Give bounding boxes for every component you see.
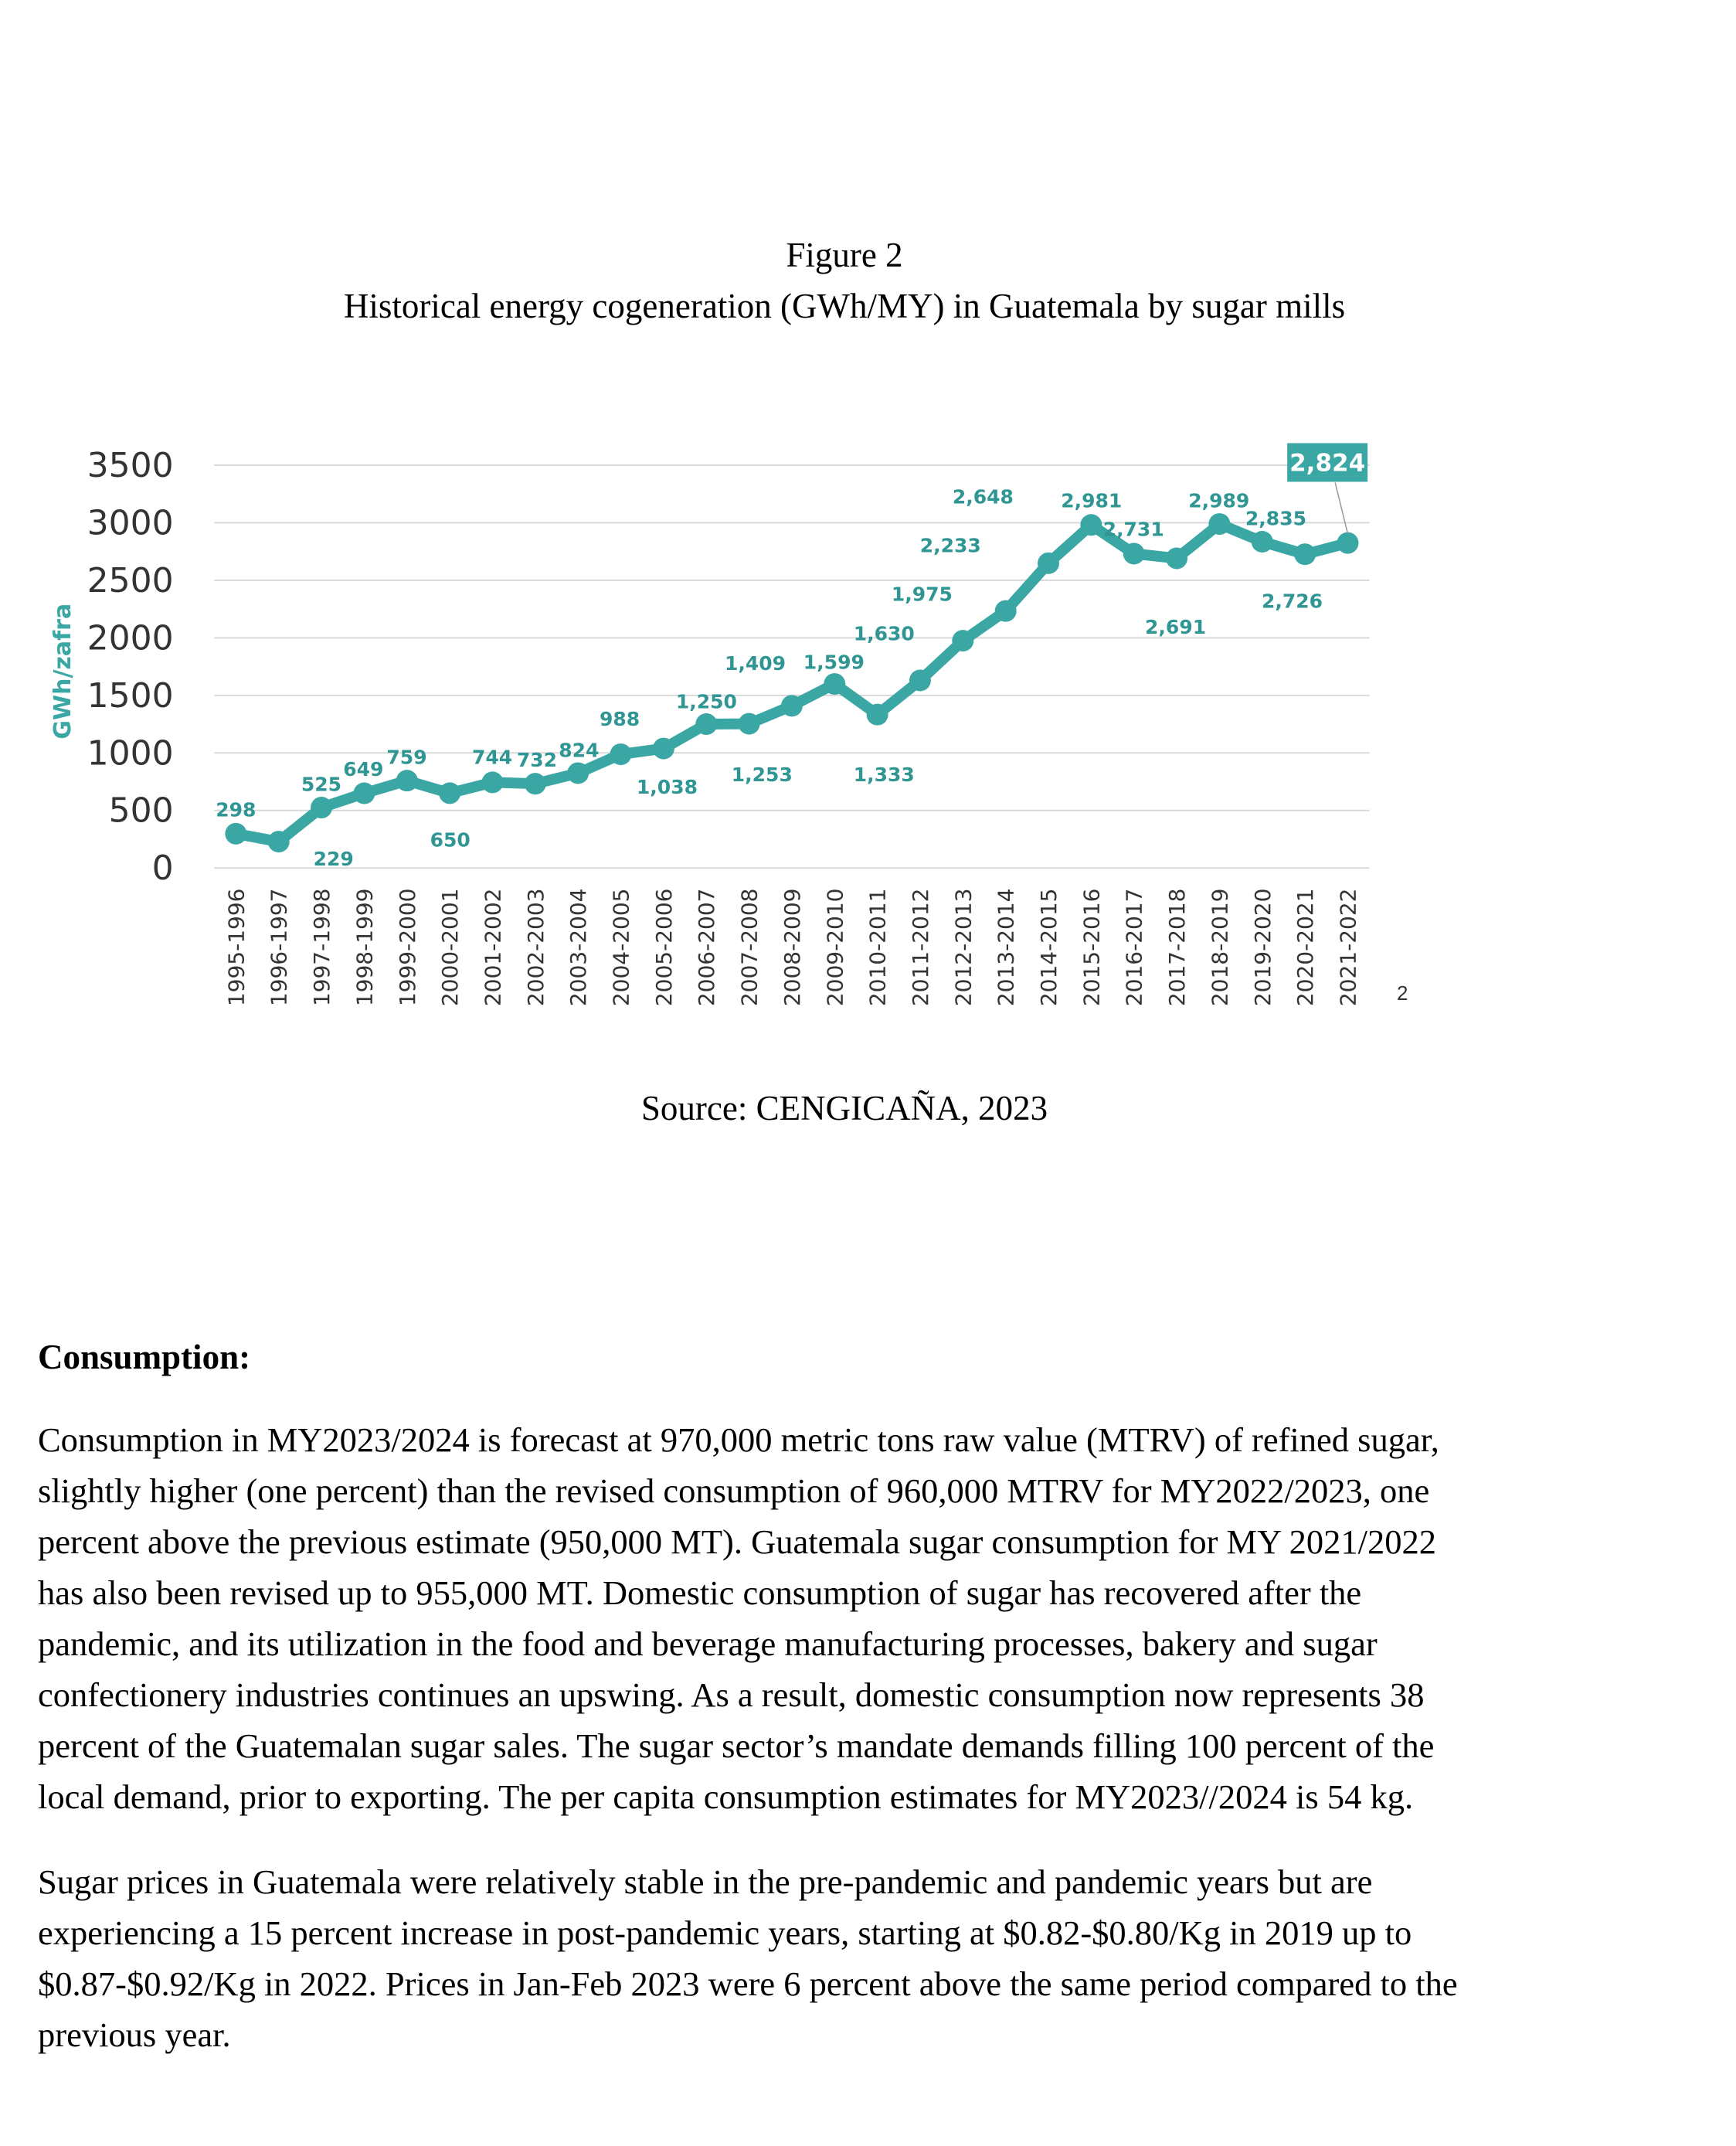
x-tick-label: 2007-2008 bbox=[736, 888, 763, 1007]
paragraph-line: confectionery industries continues an upswing. As a result, domestic consumption now represents 38 bbox=[38, 1675, 1425, 1714]
data-point-marker bbox=[610, 743, 632, 765]
section-heading: Consumption: bbox=[38, 1338, 251, 1376]
x-tick-label: 2016-2017 bbox=[1121, 888, 1147, 1007]
data-label: 2,824 bbox=[1289, 449, 1366, 478]
paragraph-line: Sugar prices in Guatemala were relatively stable in the pre-pandemic and pandemic years but are bbox=[38, 1862, 1373, 1901]
x-tick-label: 2009-2010 bbox=[822, 888, 848, 1007]
data-point-marker bbox=[525, 773, 546, 794]
data-point-marker bbox=[867, 704, 888, 726]
data-label: 298 bbox=[216, 798, 256, 821]
data-label: 759 bbox=[386, 746, 427, 769]
data-label: 2,835 bbox=[1245, 507, 1306, 530]
data-point-marker bbox=[1252, 531, 1273, 553]
prices-paragraph bbox=[38, 1856, 1722, 2060]
y-tick-label: 1500 bbox=[87, 675, 174, 716]
data-point-marker bbox=[396, 770, 418, 791]
data-point-marker bbox=[439, 782, 460, 804]
data-label: 732 bbox=[516, 748, 558, 771]
data-point-marker bbox=[1123, 542, 1145, 564]
x-tick-label: 2011-2012 bbox=[907, 888, 933, 1007]
x-tick-label: 2008-2009 bbox=[779, 888, 805, 1007]
x-tick-label: 2020-2021 bbox=[1293, 888, 1319, 1007]
data-label: 649 bbox=[343, 758, 384, 781]
x-tick-label: 2017-2018 bbox=[1164, 888, 1191, 1007]
data-point-marker bbox=[909, 669, 931, 691]
y-tick-label: 3500 bbox=[87, 445, 174, 485]
data-label: 2,726 bbox=[1261, 590, 1323, 613]
paragraph-line: has also been revised up to 955,000 MT. Domestic consumption of sugar has recovered after the bbox=[38, 1573, 1362, 1612]
x-tick-label: 2001-2002 bbox=[480, 888, 506, 1007]
x-tick-label: 2013-2014 bbox=[993, 888, 1019, 1007]
data-label: 229 bbox=[313, 847, 354, 870]
data-label: 1,975 bbox=[891, 583, 953, 606]
paragraph-line: percent above the previous estimate (950,000 MT). Guatemala sugar consumption for MY 2021/2022 bbox=[38, 1522, 1437, 1561]
y-tick-label: 0 bbox=[151, 849, 174, 889]
data-label: 525 bbox=[301, 773, 342, 796]
data-label: 1,253 bbox=[731, 764, 793, 787]
paragraph-line: previous year. bbox=[38, 2015, 231, 2054]
paragraph-line: $0.87-$0.92/Kg in 2022. Prices in Jan-Feb 2023 were 6 percent above the same period compared to the bbox=[38, 1964, 1458, 2003]
data-point-marker bbox=[353, 783, 375, 804]
paragraph-line: Consumption in MY2023/2024 is forecast at 970,000 metric tons raw value (MTRV) of refined sugar, bbox=[38, 1420, 1439, 1459]
data-point-marker bbox=[268, 831, 290, 852]
figure-source: Source: CENGICAÑA, 2023 bbox=[640, 1089, 1048, 1127]
data-point-marker bbox=[225, 823, 246, 845]
data-point-marker bbox=[567, 762, 589, 784]
x-tick-label: 2010-2011 bbox=[865, 888, 891, 1007]
data-label: 824 bbox=[559, 739, 600, 762]
cogeneration-line-chart bbox=[0, 0, 1736, 1036]
x-tick-label: 2006-2007 bbox=[694, 888, 720, 1007]
data-label: 1,038 bbox=[636, 775, 698, 798]
leader-line bbox=[1335, 482, 1347, 533]
y-axis-label: GWh/zafra bbox=[49, 603, 76, 740]
x-tick-label: 1995-1996 bbox=[223, 888, 250, 1007]
y-tick-label: 2500 bbox=[87, 560, 174, 600]
data-label: 2,691 bbox=[1145, 615, 1207, 638]
x-tick-label: 2014-2015 bbox=[1036, 888, 1062, 1007]
x-tick-label: 2015-2016 bbox=[1079, 888, 1105, 1007]
y-tick-label: 1000 bbox=[87, 733, 174, 774]
x-tick-label: 2004-2005 bbox=[608, 888, 634, 1007]
x-tick-label: 2005-2006 bbox=[651, 888, 677, 1007]
data-label: 650 bbox=[430, 828, 471, 852]
x-tick-label: 2018-2019 bbox=[1207, 888, 1233, 1007]
series-line bbox=[236, 524, 1347, 842]
data-point-marker bbox=[481, 771, 503, 793]
data-label: 1,250 bbox=[675, 690, 737, 713]
x-tick-label: 1998-1999 bbox=[352, 888, 378, 1007]
y-tick-label: 2000 bbox=[87, 618, 174, 658]
y-tick-label: 500 bbox=[108, 791, 174, 831]
data-label: 2,989 bbox=[1188, 489, 1250, 512]
data-point-marker bbox=[653, 738, 674, 760]
data-label: 2,648 bbox=[952, 485, 1014, 508]
x-tick-label: 1996-1997 bbox=[266, 888, 292, 1007]
data-point-marker bbox=[995, 600, 1017, 622]
data-point-marker bbox=[695, 713, 717, 735]
data-point-marker bbox=[1208, 513, 1230, 535]
data-label: 2,981 bbox=[1061, 489, 1123, 512]
figure-caption: Historical energy cogeneration (GWh/MY) in Guatemala by sugar mills bbox=[343, 287, 1346, 325]
x-tick-label: 1997-1998 bbox=[309, 888, 335, 1007]
data-label: 1,630 bbox=[853, 622, 915, 645]
data-point-marker bbox=[952, 630, 973, 651]
data-point-marker bbox=[1166, 547, 1187, 569]
x-tick-label: 1999-2000 bbox=[394, 888, 420, 1007]
data-point-marker bbox=[739, 713, 760, 735]
data-point-marker bbox=[1038, 553, 1059, 574]
data-point-marker bbox=[1294, 543, 1316, 565]
x-tick-label: 2000-2001 bbox=[437, 888, 464, 1007]
x-tick-label: 2012-2013 bbox=[950, 888, 977, 1007]
data-point-marker bbox=[781, 695, 803, 716]
x-tick-label: 2003-2004 bbox=[566, 888, 592, 1007]
paragraph-line: pandemic, and its utilization in the food and beverage manufacturing processes, bakery and sugar bbox=[38, 1624, 1378, 1663]
data-label: 2,731 bbox=[1102, 518, 1164, 541]
data-point-marker bbox=[311, 797, 332, 818]
y-tick-label: 3000 bbox=[87, 503, 174, 543]
x-tick-label: 2021-2022 bbox=[1335, 888, 1361, 1007]
data-label: 1,599 bbox=[803, 651, 865, 674]
data-label: 2,233 bbox=[919, 534, 981, 557]
data-label: 744 bbox=[471, 746, 513, 769]
paragraph-line: slightly higher (one percent) than the revised consumption of 960,000 MTRV for MY2022/2023, one bbox=[38, 1471, 1430, 1510]
consumption-paragraph bbox=[38, 1414, 1722, 1822]
data-point-marker bbox=[1337, 532, 1358, 554]
x-tick-label: 2019-2020 bbox=[1249, 888, 1276, 1007]
paragraph-line: percent of the Guatemalan sugar sales. The sugar sector’s mandate demands filling 100 percent of the bbox=[38, 1726, 1435, 1765]
data-point-marker bbox=[1080, 514, 1102, 536]
paragraph-line: local demand, prior to exporting. The per capita consumption estimates for MY2023//2024 is 54 kg. bbox=[38, 1777, 1414, 1816]
edge-fragment: 2 bbox=[1397, 981, 1408, 1005]
data-label: 1,409 bbox=[724, 652, 786, 675]
data-point-marker bbox=[824, 673, 845, 695]
figure-label: Figure 2 bbox=[786, 236, 903, 274]
data-label: 988 bbox=[599, 708, 640, 731]
x-tick-label: 2002-2003 bbox=[522, 888, 549, 1007]
paragraph-line: experiencing a 15 percent increase in post-pandemic years, starting at $0.82-$0.80/Kg in 2019 up to bbox=[38, 1913, 1412, 1952]
data-label: 1,333 bbox=[853, 764, 915, 787]
